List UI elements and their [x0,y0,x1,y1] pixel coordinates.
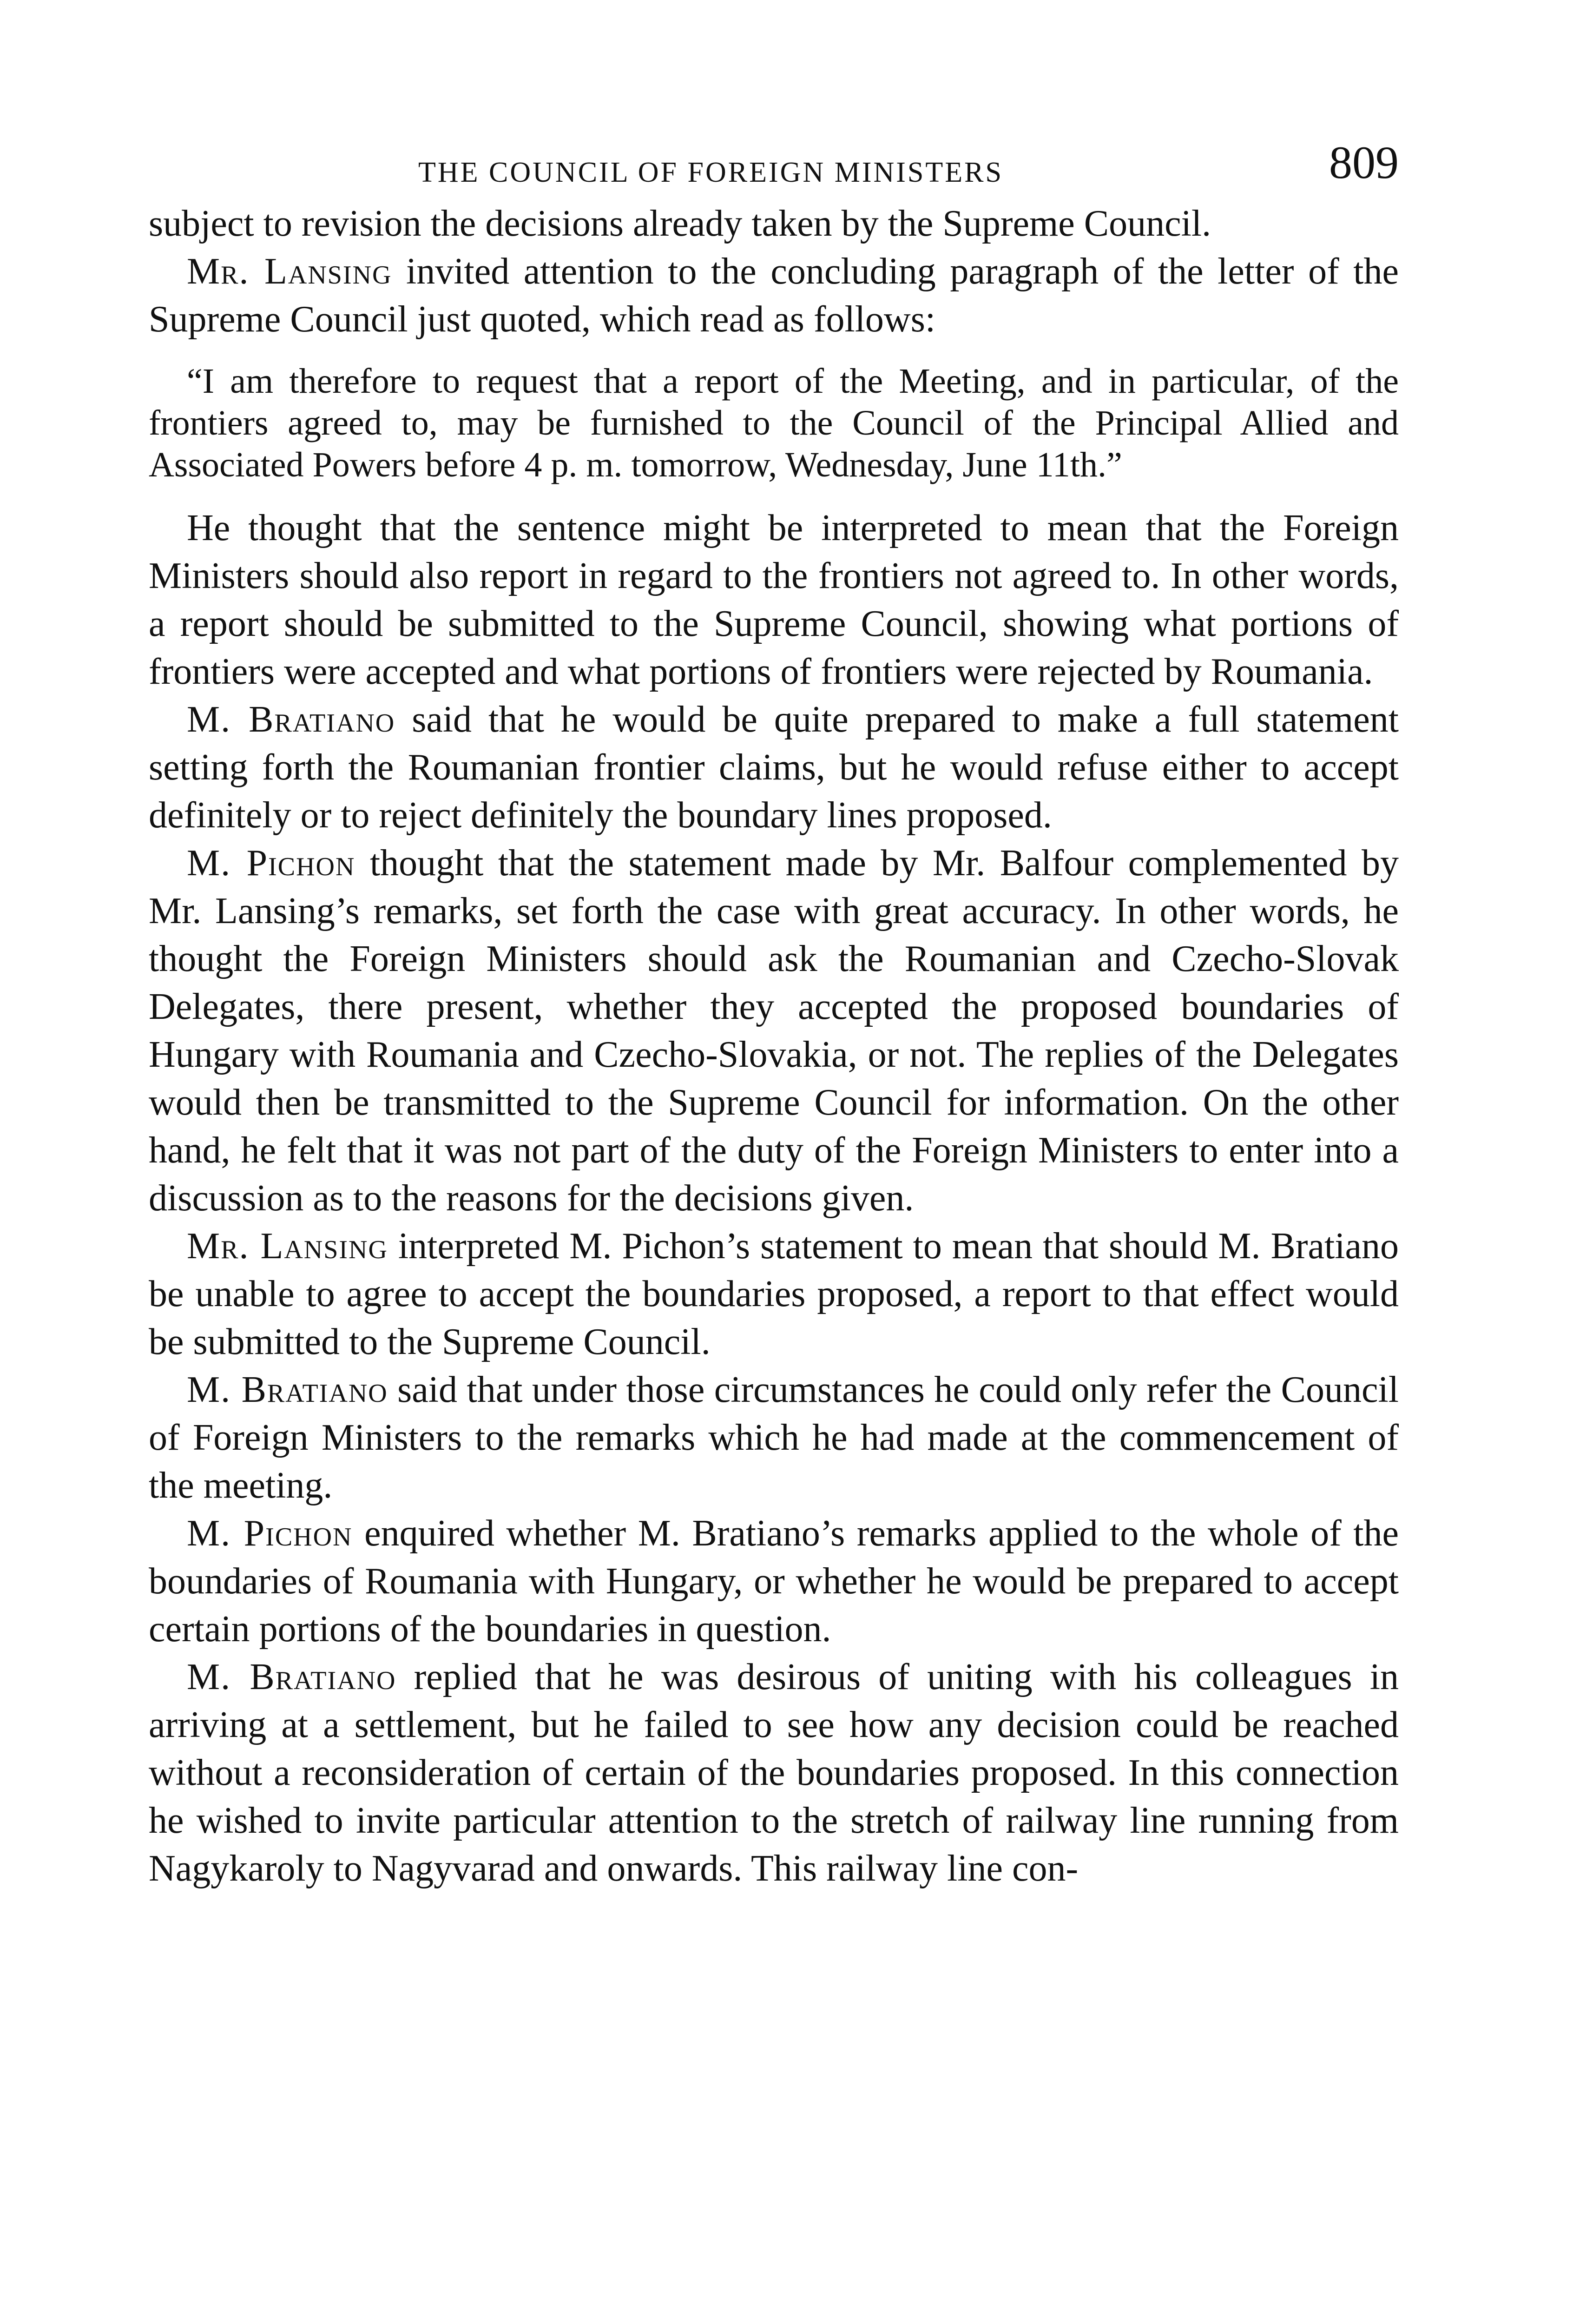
paragraph-lansing-2 [149,1222,1399,1366]
paragraph-text: enquired whether M. Bratiano’s remarks applied to the whole of the boundaries of Roumania with Hungary, or whether he would be prepared to accept certain portions of the boundaries in question. [149,1513,1399,1650]
paragraph-bratiano-1 [149,696,1399,839]
paragraph-pichon-1 [149,839,1399,1222]
speaker-name: M. Bratiano [187,1657,396,1697]
paragraph-text: said that he would be quite prepared to make a full statement setting forth the Roumanian frontier claims, but he would refuse either to accept definitely or to reject definitely the boundary lines proposed. [149,699,1399,836]
speaker-name: Mr. Lansing [187,251,392,292]
speaker-name: M. Bratiano [187,699,395,740]
speaker-name: Mr. Lansing [187,1226,388,1267]
paragraph-interpretation [149,504,1399,696]
speaker-name: M. Pichon [187,1513,353,1554]
paragraph-text: invited attention to the concluding paragraph of the letter of the Supreme Council just quoted, which read as follows: [149,251,1399,340]
page-number: 809 [1329,137,1399,188]
body-text [149,200,1399,1893]
paragraph-bratiano-2 [149,1366,1399,1510]
paragraph-text: said that under those circumstances he could only refer the Council of Foreign Ministers to the remarks which he had made at the commencement of the meeting. [149,1369,1399,1506]
paragraph-text: He thought that the sentence might be interpreted to mean that the Foreign Ministers should also report in regard to the frontiers not agreed to. In other words, a report should be submitted to the Supreme Council, showing what portions of frontiers were accepted and what portions of frontiers were rejected by Roumania. [149,508,1399,692]
document-page [149,139,1399,1893]
paragraph-text: replied that he was desirous of uniting with his colleagues in arriving at a settlement, but he failed to see how any decision could be reached without a reconsideration of certain of the boundaries proposed. In this connection he wished to invite particular attention to the stretch of railway line running from Nagykaroly to Nagyvarad and onwards. This railway line con- [149,1657,1399,1889]
paragraph-pichon-2 [149,1510,1399,1653]
speaker-name: M. Pichon [187,843,355,884]
paragraph-text: subject to revision the decisions already taken by the Supreme Council. [149,203,1211,244]
paragraph-text: thought that the statement made by Mr. Balfour complemented by Mr. Lansing’s remarks, set forth the case with great accuracy. In other words, he thought the Foreign Ministers should ask the Roumanian and Czecho-Slovak Delegates, there present, whether they accepted the proposed boundaries of Hungary with Roumania and Czecho-Slovakia, or not. The replies of the Delegates would then be transmitted to the Supreme Council for information. On the other hand, he felt that it was not part of the duty of the Foreign Ministers to enter into a discussion as to the reasons for the decisions given. [149,843,1399,1219]
paragraph-text: interpreted M. Pichon’s statement to mean that should M. Bratiano be unable to agree to accept the boundaries proposed, a report to that effect would be submitted to the Supreme Council. [149,1226,1399,1362]
page-header [149,139,1399,200]
paragraph-lansing-1 [149,248,1399,343]
paragraph-continuation [149,200,1399,248]
speaker-name: M. Bratiano [187,1369,388,1410]
paragraph-bratiano-3 [149,1653,1399,1893]
running-head: THE COUNCIL OF FOREIGN MINISTERS [418,157,1003,188]
quoted-letter: “I am therefore to request that a report of the Meeting, and in particular, of the frontiers agreed to, may be furnished to the Council of the Principal Allied and Associated Powers before 4 p. m. tomorrow, Wednesday, June 11th.” [149,362,1399,484]
